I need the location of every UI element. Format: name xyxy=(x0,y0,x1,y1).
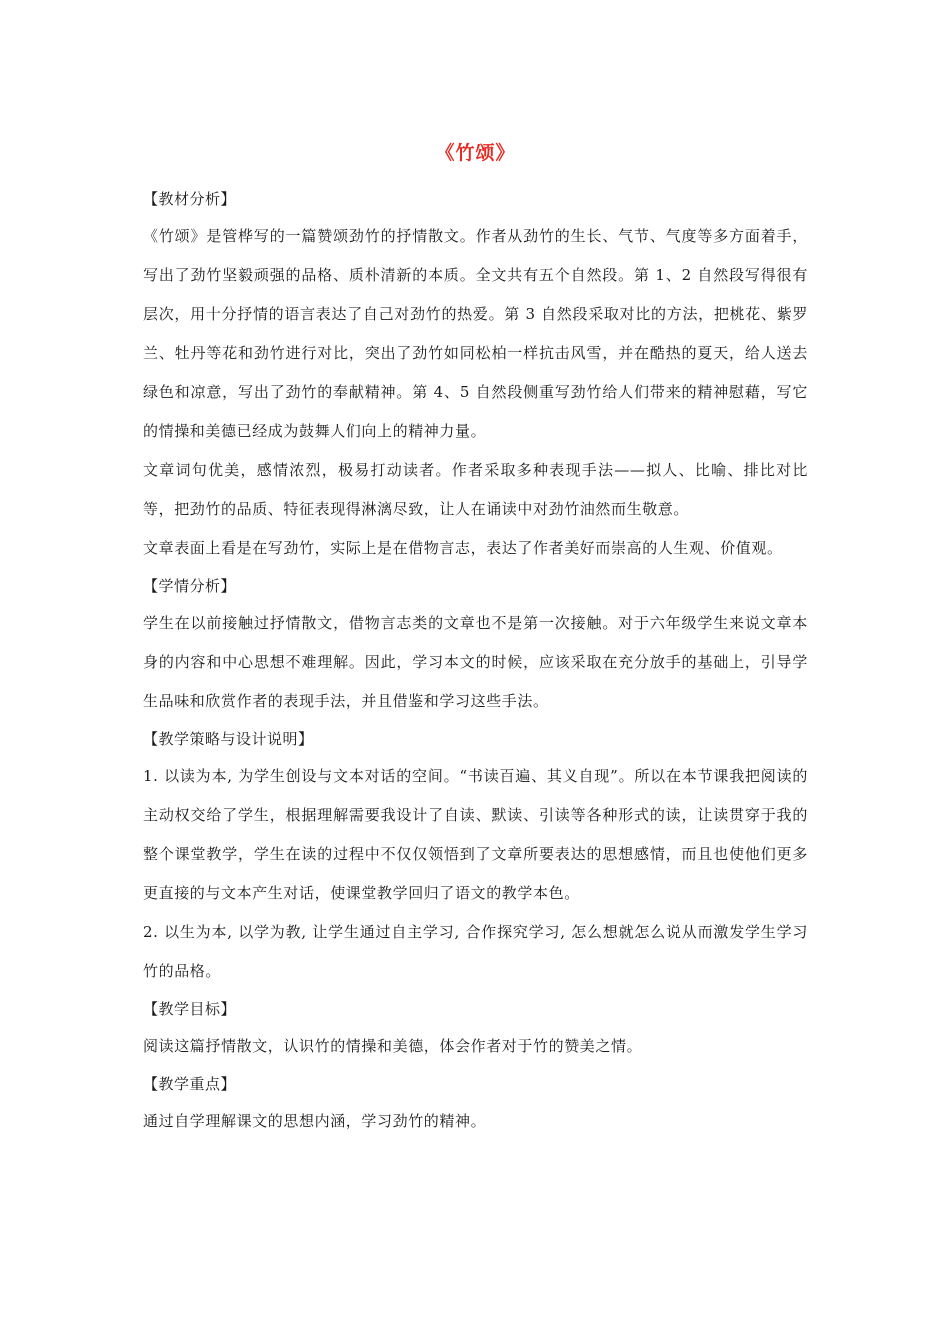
paragraph: 文章表面上看是在写劲竹，实际上是在借物言志，表达了作者美好而崇高的人生观、价值观。 xyxy=(143,539,783,557)
section-heading: 【学情分析】 xyxy=(143,577,237,595)
section-teaching-focus xyxy=(143,1071,808,1141)
section-heading: 【教学目标】 xyxy=(143,1000,237,1018)
paragraph: 通过自学理解课文的思想内涵，学习劲竹的精神。 xyxy=(143,1112,487,1130)
section-textbook-analysis xyxy=(143,186,808,568)
section-heading: 【教学重点】 xyxy=(143,1075,237,1093)
paragraph: 文章词句优美，感情浓烈，极易打动读者。作者采取多种表现手法——拟人、比喻、排比对比等，把劲竹的品质、特征表现得淋漓尽致，让人在诵读中对劲竹油然而生敬意。 xyxy=(143,461,808,518)
section-teaching-strategy xyxy=(143,726,808,991)
paragraph: 《竹颂》是管桦写的一篇赞颂劲竹的抒情散文。作者从劲竹的生长、气节、气度等多方面着手，写出了劲竹坚毅顽强的品格、质朴清新的本质。全文共有五个自然段。第 1、2 自然段写得很有层次，用十分抒情的语言表达了自己对劲竹的热爱。第 3 自然段采取对比的方法，把桃花、紫罗兰、牡丹等花和劲竹进行对比，突出了劲竹如同松柏一样抗击风雪，并在酷热的夏天，给人送去绿色和凉意，写出了劲竹的奉献精神。第 4、5 自然段侧重写劲竹给人们带来的精神慰藉，写它的情操和美德已经成为鼓舞人们向上的精神力量。 xyxy=(143,227,808,440)
section-heading: 【教材分析】 xyxy=(143,190,237,208)
section-student-analysis xyxy=(143,573,808,721)
document-title: 《竹颂》 xyxy=(435,142,516,164)
paragraph: 2. 以生为本, 以学为教, 让学生通过自主学习, 合作探究学习, 怎么想就怎么说从而激发学生学习竹的品格。 xyxy=(143,923,808,980)
paragraph: 学生在以前接触过抒情散文，借物言志类的文章也不是第一次接触。对于六年级学生来说文章本身的内容和中心思想不难理解。因此，学习本文的时候，应该采取在充分放手的基础上，引导学生品味和欣赏作者的表现手法，并且借鉴和学习这些手法。 xyxy=(143,614,808,710)
paragraph: 1. 以读为本, 为学生创设与文本对话的空间。“书读百遍、其义自现”。所以在本节课我把阅读的主动权交给了学生，根据理解需要我设计了自读、默读、引读等各种形式的读，让读贯穿于我的整个课堂教学，学生在读的过程中不仅仅领悟到了文章所要表达的思想感情，而且也使他们更多更直接的与文本产生对话，使课堂教学回归了语文的教学本色。 xyxy=(143,767,808,902)
document-page xyxy=(143,138,808,1141)
section-teaching-goals xyxy=(143,996,808,1066)
section-heading: 【教学策略与设计说明】 xyxy=(143,730,314,748)
paragraph: 阅读这篇抒情散文，认识竹的情操和美德，体会作者对于竹的赞美之情。 xyxy=(143,1037,643,1055)
